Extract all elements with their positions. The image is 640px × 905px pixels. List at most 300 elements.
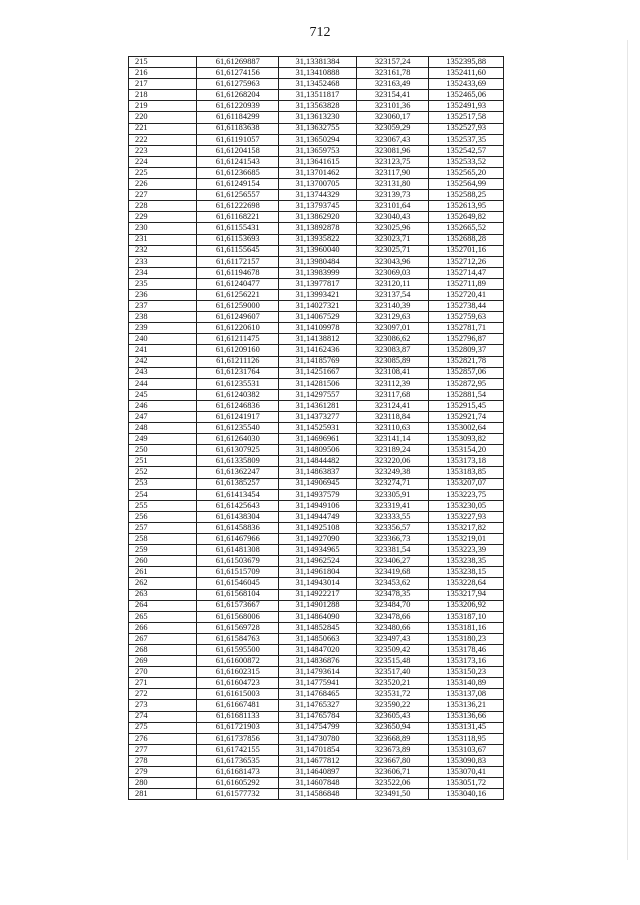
- latitude-cell: 61,61425643: [197, 500, 279, 511]
- point-number-cell: 262: [129, 578, 197, 589]
- longitude-cell: 31,13563828: [279, 101, 357, 112]
- table-row: [129, 467, 504, 478]
- y-coordinate-cell: 1353154,20: [429, 445, 504, 456]
- point-number-cell: 226: [129, 179, 197, 190]
- point-number-cell: 225: [129, 167, 197, 178]
- point-number-cell: 258: [129, 534, 197, 545]
- point-number-cell: 244: [129, 378, 197, 389]
- latitude-cell: 61,61264030: [197, 434, 279, 445]
- x-coordinate-cell: 323141,14: [356, 434, 429, 445]
- table-row: [129, 245, 504, 256]
- latitude-cell: 61,61362247: [197, 467, 279, 478]
- point-number-cell: 233: [129, 256, 197, 267]
- y-coordinate-cell: 1352711,89: [429, 278, 504, 289]
- longitude-cell: 31,13935822: [279, 234, 357, 245]
- table-row: [129, 190, 504, 201]
- x-coordinate-cell: 323137,54: [356, 289, 429, 300]
- latitude-cell: 61,61335809: [197, 456, 279, 467]
- longitude-cell: 31,14901288: [279, 600, 357, 611]
- x-coordinate-cell: 323333,55: [356, 511, 429, 522]
- latitude-cell: 61,61584763: [197, 633, 279, 644]
- longitude-cell: 31,13641615: [279, 156, 357, 167]
- latitude-cell: 61,61269887: [197, 57, 279, 68]
- point-number-cell: 231: [129, 234, 197, 245]
- x-coordinate-cell: 323157,24: [356, 57, 429, 68]
- y-coordinate-cell: 1352542,57: [429, 145, 504, 156]
- y-coordinate-cell: 1352649,82: [429, 212, 504, 223]
- point-number-cell: 229: [129, 212, 197, 223]
- table-row: [129, 644, 504, 655]
- point-number-cell: 241: [129, 345, 197, 356]
- latitude-cell: 61,61546045: [197, 578, 279, 589]
- y-coordinate-cell: 1353178,46: [429, 644, 504, 655]
- x-coordinate-cell: 323081,96: [356, 145, 429, 156]
- latitude-cell: 61,61236685: [197, 167, 279, 178]
- point-number-cell: 256: [129, 511, 197, 522]
- longitude-cell: 31,13701462: [279, 167, 357, 178]
- latitude-cell: 61,61274156: [197, 68, 279, 79]
- table-row: [129, 278, 504, 289]
- longitude-cell: 31,13983999: [279, 267, 357, 278]
- longitude-cell: 31,14754799: [279, 722, 357, 733]
- table-row: [129, 267, 504, 278]
- y-coordinate-cell: 1352517,58: [429, 112, 504, 123]
- longitude-cell: 31,14863837: [279, 467, 357, 478]
- latitude-cell: 61,61569728: [197, 622, 279, 633]
- y-coordinate-cell: 1353002,64: [429, 423, 504, 434]
- point-number-cell: 243: [129, 367, 197, 378]
- y-coordinate-cell: 1352796,87: [429, 334, 504, 345]
- latitude-cell: 61,61681133: [197, 711, 279, 722]
- table-row: [129, 101, 504, 112]
- table-row: [129, 123, 504, 134]
- latitude-cell: 61,61605292: [197, 778, 279, 789]
- y-coordinate-cell: 1353173,16: [429, 656, 504, 667]
- latitude-cell: 61,61736535: [197, 755, 279, 766]
- longitude-cell: 31,14844482: [279, 456, 357, 467]
- table-row: [129, 145, 504, 156]
- page-number: 712: [309, 25, 331, 40]
- point-number-cell: 280: [129, 778, 197, 789]
- y-coordinate-cell: 1352759,63: [429, 312, 504, 323]
- point-number-cell: 267: [129, 633, 197, 644]
- x-coordinate-cell: 323025,96: [356, 223, 429, 234]
- latitude-cell: 61,61155645: [197, 245, 279, 256]
- table-row: [129, 689, 504, 700]
- longitude-cell: 31,14067529: [279, 312, 357, 323]
- point-number-cell: 251: [129, 456, 197, 467]
- y-coordinate-cell: 1352688,28: [429, 234, 504, 245]
- y-coordinate-cell: 1352915,45: [429, 400, 504, 411]
- longitude-cell: 31,14373277: [279, 412, 357, 423]
- x-coordinate-cell: 323163,49: [356, 79, 429, 90]
- x-coordinate-cell: 323043,96: [356, 256, 429, 267]
- point-number-cell: 274: [129, 711, 197, 722]
- y-coordinate-cell: 1353137,08: [429, 689, 504, 700]
- x-coordinate-cell: 323059,29: [356, 123, 429, 134]
- longitude-cell: 31,14138812: [279, 334, 357, 345]
- table-row: [129, 534, 504, 545]
- table-row: [129, 134, 504, 145]
- y-coordinate-cell: 1352701,16: [429, 245, 504, 256]
- point-number-cell: 220: [129, 112, 197, 123]
- x-coordinate-cell: 323509,42: [356, 644, 429, 655]
- table-row: [129, 578, 504, 589]
- latitude-cell: 61,61211475: [197, 334, 279, 345]
- latitude-cell: 61,61721903: [197, 722, 279, 733]
- y-coordinate-cell: 1352433,69: [429, 79, 504, 90]
- longitude-cell: 31,13659753: [279, 145, 357, 156]
- y-coordinate-cell: 1352537,35: [429, 134, 504, 145]
- latitude-cell: 61,61249607: [197, 312, 279, 323]
- latitude-cell: 61,61503679: [197, 556, 279, 567]
- table-row: [129, 500, 504, 511]
- latitude-cell: 61,61168221: [197, 212, 279, 223]
- x-coordinate-cell: 323040,43: [356, 212, 429, 223]
- x-coordinate-cell: 323086,62: [356, 334, 429, 345]
- latitude-cell: 61,61249154: [197, 179, 279, 190]
- table-row: [129, 456, 504, 467]
- latitude-cell: 61,61220610: [197, 323, 279, 334]
- longitude-cell: 31,14768465: [279, 689, 357, 700]
- x-coordinate-cell: 323484,70: [356, 600, 429, 611]
- table-row: [129, 223, 504, 234]
- point-number-cell: 264: [129, 600, 197, 611]
- y-coordinate-cell: 1353206,92: [429, 600, 504, 611]
- latitude-cell: 61,61737856: [197, 733, 279, 744]
- table-row: [129, 301, 504, 312]
- latitude-cell: 61,61231764: [197, 367, 279, 378]
- y-coordinate-cell: 1353136,66: [429, 711, 504, 722]
- latitude-cell: 61,61481308: [197, 545, 279, 556]
- scan-edge-line: [627, 40, 628, 860]
- y-coordinate-cell: 1353070,41: [429, 767, 504, 778]
- longitude-cell: 31,14701854: [279, 744, 357, 755]
- latitude-cell: 61,61211126: [197, 356, 279, 367]
- latitude-cell: 61,61222698: [197, 201, 279, 212]
- x-coordinate-cell: 323023,71: [356, 234, 429, 245]
- x-coordinate-cell: 323220,06: [356, 456, 429, 467]
- longitude-cell: 31,14852845: [279, 622, 357, 633]
- x-coordinate-cell: 323366,73: [356, 534, 429, 545]
- point-number-cell: 242: [129, 356, 197, 367]
- table-row: [129, 400, 504, 411]
- table-row: [129, 378, 504, 389]
- x-coordinate-cell: 323189,24: [356, 445, 429, 456]
- y-coordinate-cell: 1352857,06: [429, 367, 504, 378]
- x-coordinate-cell: 323025,71: [356, 245, 429, 256]
- table-row: [129, 511, 504, 522]
- longitude-cell: 31,14809506: [279, 445, 357, 456]
- point-number-cell: 266: [129, 622, 197, 633]
- point-number-cell: 270: [129, 667, 197, 678]
- x-coordinate-cell: 323108,41: [356, 367, 429, 378]
- y-coordinate-cell: 1352564,99: [429, 179, 504, 190]
- point-number-cell: 245: [129, 389, 197, 400]
- latitude-cell: 61,61194678: [197, 267, 279, 278]
- point-number-cell: 221: [129, 123, 197, 134]
- point-number-cell: 219: [129, 101, 197, 112]
- table-row: [129, 478, 504, 489]
- point-number-cell: 268: [129, 644, 197, 655]
- y-coordinate-cell: 1353228,64: [429, 578, 504, 589]
- longitude-cell: 31,13980484: [279, 256, 357, 267]
- x-coordinate-cell: 323274,71: [356, 478, 429, 489]
- latitude-cell: 61,61204158: [197, 145, 279, 156]
- table-row: [129, 212, 504, 223]
- table-row: [129, 611, 504, 622]
- point-number-cell: 239: [129, 323, 197, 334]
- point-number-cell: 273: [129, 700, 197, 711]
- x-coordinate-cell: 323478,35: [356, 589, 429, 600]
- x-coordinate-cell: 323515,48: [356, 656, 429, 667]
- latitude-cell: 61,61467966: [197, 534, 279, 545]
- y-coordinate-cell: 1353223,39: [429, 545, 504, 556]
- table-row: [129, 345, 504, 356]
- x-coordinate-cell: 323419,68: [356, 567, 429, 578]
- y-coordinate-cell: 1353103,67: [429, 744, 504, 755]
- point-number-cell: 276: [129, 733, 197, 744]
- y-coordinate-cell: 1353238,35: [429, 556, 504, 567]
- x-coordinate-cell: 323118,84: [356, 412, 429, 423]
- longitude-cell: 31,13700705: [279, 179, 357, 190]
- table-row: [129, 556, 504, 567]
- point-number-cell: 249: [129, 434, 197, 445]
- x-coordinate-cell: 323491,50: [356, 789, 429, 800]
- point-number-cell: 227: [129, 190, 197, 201]
- table-row: [129, 312, 504, 323]
- longitude-cell: 31,14297557: [279, 389, 357, 400]
- x-coordinate-cell: 323097,01: [356, 323, 429, 334]
- latitude-cell: 61,61602315: [197, 667, 279, 678]
- point-number-cell: 223: [129, 145, 197, 156]
- x-coordinate-cell: 323590,22: [356, 700, 429, 711]
- latitude-cell: 61,61615003: [197, 689, 279, 700]
- point-number-cell: 257: [129, 522, 197, 533]
- table-row: [129, 489, 504, 500]
- latitude-cell: 61,61604723: [197, 678, 279, 689]
- longitude-cell: 31,13410888: [279, 68, 357, 79]
- table-row: [129, 90, 504, 101]
- x-coordinate-cell: 323067,43: [356, 134, 429, 145]
- y-coordinate-cell: 1353136,21: [429, 700, 504, 711]
- longitude-cell: 31,13993421: [279, 289, 357, 300]
- y-coordinate-cell: 1352712,26: [429, 256, 504, 267]
- point-number-cell: 230: [129, 223, 197, 234]
- point-number-cell: 271: [129, 678, 197, 689]
- table-row: [129, 545, 504, 556]
- longitude-cell: 31,14730780: [279, 733, 357, 744]
- point-number-cell: 278: [129, 755, 197, 766]
- y-coordinate-cell: 1353180,23: [429, 633, 504, 644]
- point-number-cell: 254: [129, 489, 197, 500]
- x-coordinate-cell: 323124,41: [356, 400, 429, 411]
- longitude-cell: 31,13744329: [279, 190, 357, 201]
- x-coordinate-cell: 323667,80: [356, 755, 429, 766]
- table-row: [129, 600, 504, 611]
- x-coordinate-cell: 323606,71: [356, 767, 429, 778]
- x-coordinate-cell: 323083,87: [356, 345, 429, 356]
- longitude-cell: 31,14525931: [279, 423, 357, 434]
- y-coordinate-cell: 1353150,23: [429, 667, 504, 678]
- latitude-cell: 61,61235531: [197, 378, 279, 389]
- latitude-cell: 61,61413454: [197, 489, 279, 500]
- table-row: [129, 201, 504, 212]
- table-row: [129, 412, 504, 423]
- y-coordinate-cell: 1352665,52: [429, 223, 504, 234]
- longitude-cell: 31,14185769: [279, 356, 357, 367]
- x-coordinate-cell: 323305,91: [356, 489, 429, 500]
- x-coordinate-cell: 323154,41: [356, 90, 429, 101]
- y-coordinate-cell: 1352613,95: [429, 201, 504, 212]
- point-number-cell: 259: [129, 545, 197, 556]
- longitude-cell: 31,13452468: [279, 79, 357, 90]
- y-coordinate-cell: 1353207,07: [429, 478, 504, 489]
- longitude-cell: 31,14943014: [279, 578, 357, 589]
- point-number-cell: 275: [129, 722, 197, 733]
- latitude-cell: 61,61209160: [197, 345, 279, 356]
- longitude-cell: 31,14925108: [279, 522, 357, 533]
- table-row: [129, 589, 504, 600]
- point-number-cell: 261: [129, 567, 197, 578]
- x-coordinate-cell: 323520,21: [356, 678, 429, 689]
- y-coordinate-cell: 1352527,93: [429, 123, 504, 134]
- table-row: [129, 434, 504, 445]
- y-coordinate-cell: 1353230,05: [429, 500, 504, 511]
- point-number-cell: 237: [129, 301, 197, 312]
- latitude-cell: 61,61220939: [197, 101, 279, 112]
- point-number-cell: 238: [129, 312, 197, 323]
- x-coordinate-cell: 323117,90: [356, 167, 429, 178]
- latitude-cell: 61,61241917: [197, 412, 279, 423]
- x-coordinate-cell: 323605,43: [356, 711, 429, 722]
- point-number-cell: 218: [129, 90, 197, 101]
- longitude-cell: 31,14961804: [279, 567, 357, 578]
- latitude-cell: 61,61256557: [197, 190, 279, 201]
- latitude-cell: 61,61595500: [197, 644, 279, 655]
- y-coordinate-cell: 1352411,60: [429, 68, 504, 79]
- x-coordinate-cell: 323069,03: [356, 267, 429, 278]
- table-row: [129, 389, 504, 400]
- point-number-cell: 279: [129, 767, 197, 778]
- table-row: [129, 79, 504, 90]
- x-coordinate-cell: 323249,38: [356, 467, 429, 478]
- table-row: [129, 256, 504, 267]
- x-coordinate-cell: 323356,57: [356, 522, 429, 533]
- latitude-cell: 61,61235540: [197, 423, 279, 434]
- x-coordinate-cell: 323522,06: [356, 778, 429, 789]
- table-row: [129, 778, 504, 789]
- y-coordinate-cell: 1352720,41: [429, 289, 504, 300]
- point-number-cell: 277: [129, 744, 197, 755]
- table-row: [129, 356, 504, 367]
- table-row: [129, 622, 504, 633]
- table-row: [129, 289, 504, 300]
- table-row: [129, 567, 504, 578]
- point-number-cell: 250: [129, 445, 197, 456]
- table-row: [129, 789, 504, 800]
- y-coordinate-cell: 1353140,89: [429, 678, 504, 689]
- latitude-cell: 61,61259000: [197, 301, 279, 312]
- point-number-cell: 265: [129, 611, 197, 622]
- point-number-cell: 247: [129, 412, 197, 423]
- longitude-cell: 31,14677812: [279, 755, 357, 766]
- point-number-cell: 222: [129, 134, 197, 145]
- longitude-cell: 31,14949106: [279, 500, 357, 511]
- table-row: [129, 711, 504, 722]
- y-coordinate-cell: 1353181,16: [429, 622, 504, 633]
- latitude-cell: 61,61268204: [197, 90, 279, 101]
- y-coordinate-cell: 1353090,83: [429, 755, 504, 766]
- table-row: [129, 156, 504, 167]
- table-row: [129, 334, 504, 345]
- longitude-cell: 31,13511817: [279, 90, 357, 101]
- latitude-cell: 61,61246836: [197, 400, 279, 411]
- longitude-cell: 31,13793745: [279, 201, 357, 212]
- point-number-cell: 234: [129, 267, 197, 278]
- longitude-cell: 31,14927090: [279, 534, 357, 545]
- latitude-cell: 61,61183638: [197, 123, 279, 134]
- point-number-cell: 255: [129, 500, 197, 511]
- x-coordinate-cell: 323120,11: [356, 278, 429, 289]
- y-coordinate-cell: 1352465,06: [429, 90, 504, 101]
- latitude-cell: 61,61256221: [197, 289, 279, 300]
- x-coordinate-cell: 323140,39: [356, 301, 429, 312]
- longitude-cell: 31,14640897: [279, 767, 357, 778]
- latitude-cell: 61,61153693: [197, 234, 279, 245]
- point-number-cell: 253: [129, 478, 197, 489]
- table-row: [129, 445, 504, 456]
- x-coordinate-cell: 323060,17: [356, 112, 429, 123]
- table-row: [129, 367, 504, 378]
- y-coordinate-cell: 1352809,37: [429, 345, 504, 356]
- point-number-cell: 224: [129, 156, 197, 167]
- longitude-cell: 31,14109978: [279, 323, 357, 334]
- longitude-cell: 31,14850663: [279, 633, 357, 644]
- latitude-cell: 61,61438304: [197, 511, 279, 522]
- table-row: [129, 678, 504, 689]
- longitude-cell: 31,14027321: [279, 301, 357, 312]
- longitude-cell: 31,14937579: [279, 489, 357, 500]
- point-number-cell: 240: [129, 334, 197, 345]
- latitude-cell: 61,61184299: [197, 112, 279, 123]
- point-number-cell: 281: [129, 789, 197, 800]
- longitude-cell: 31,14765327: [279, 700, 357, 711]
- point-number-cell: 235: [129, 278, 197, 289]
- latitude-cell: 61,61515709: [197, 567, 279, 578]
- y-coordinate-cell: 1353093,82: [429, 434, 504, 445]
- x-coordinate-cell: 323480,66: [356, 622, 429, 633]
- latitude-cell: 61,61742155: [197, 744, 279, 755]
- y-coordinate-cell: 1352821,78: [429, 356, 504, 367]
- longitude-cell: 31,13650294: [279, 134, 357, 145]
- latitude-cell: 61,61307925: [197, 445, 279, 456]
- point-number-cell: 236: [129, 289, 197, 300]
- y-coordinate-cell: 1353219,01: [429, 534, 504, 545]
- point-number-cell: 263: [129, 589, 197, 600]
- longitude-cell: 31,13862920: [279, 212, 357, 223]
- y-coordinate-cell: 1353238,15: [429, 567, 504, 578]
- x-coordinate-cell: 323478,66: [356, 611, 429, 622]
- table-row: [129, 112, 504, 123]
- y-coordinate-cell: 1352881,54: [429, 389, 504, 400]
- longitude-cell: 31,14586848: [279, 789, 357, 800]
- x-coordinate-cell: 323110,63: [356, 423, 429, 434]
- y-coordinate-cell: 1353227,93: [429, 511, 504, 522]
- latitude-cell: 61,61600872: [197, 656, 279, 667]
- latitude-cell: 61,61667481: [197, 700, 279, 711]
- longitude-cell: 31,13632755: [279, 123, 357, 134]
